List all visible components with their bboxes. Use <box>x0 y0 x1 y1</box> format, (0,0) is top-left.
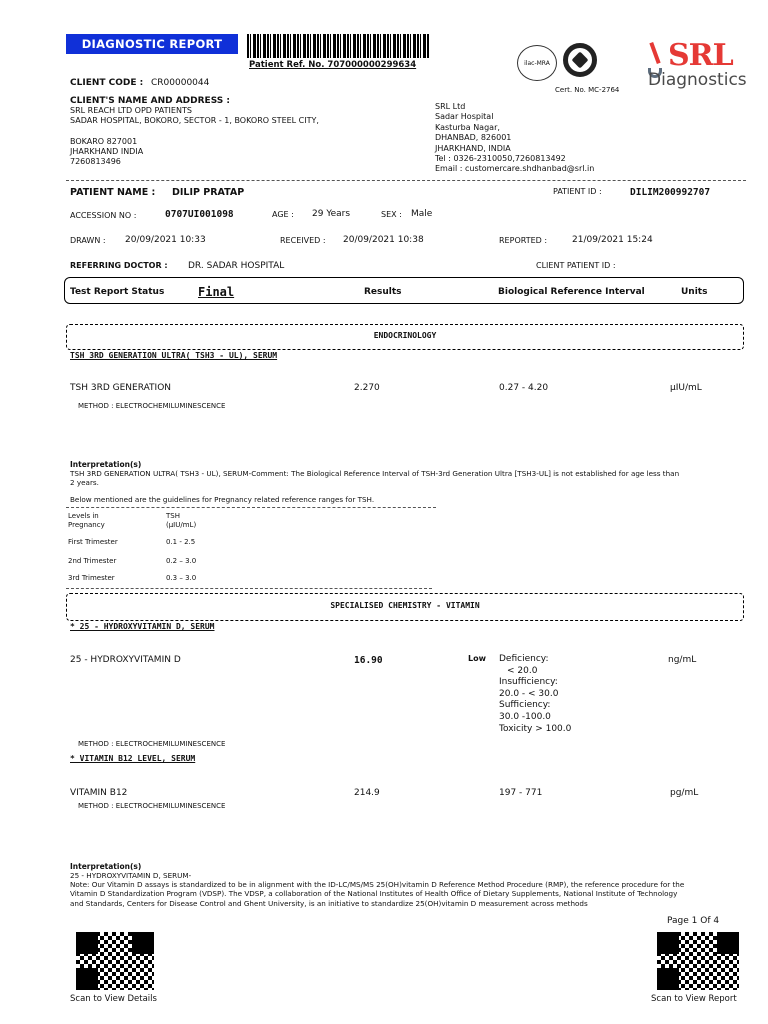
ref-line: 20.0 - < 30.0 <box>499 688 559 699</box>
preg-row-label: First Trimester <box>68 538 118 546</box>
patient-name: DILIP PRATAP <box>172 187 245 198</box>
ref-tsh: 0.27 - 4.20 <box>499 383 549 393</box>
preg-row-label: 3rd Trimester <box>68 574 115 582</box>
interp-line: and Standards, Centers for Disease Control and Ghent University, is an initiative to standardize 25(OH)vitamin D measurement across methods <box>70 898 588 908</box>
lab-line-2: Sadar Hospital <box>435 112 494 122</box>
lab-address <box>435 102 594 175</box>
divider <box>66 588 432 589</box>
test-name-b12: VITAMIN B12 <box>70 788 128 798</box>
section-title-vitamin: SPECIALISED CHEMISTRY - VITAMIN <box>330 601 480 610</box>
ref-b12: 197 - 771 <box>499 788 543 798</box>
lab-email: Email : customercare.shdhanbad@srl.in <box>435 164 595 174</box>
received-label: RECEIVED : <box>280 236 326 245</box>
interp-line: 25 - HYDROXYVITAMIN D, SERUM- <box>70 871 192 880</box>
interp-line: Vitamin D Standardization Program (VDSP). The VDSP, a collaboration of the National Institutes of Health Office of Dietary Supplements, National Institute of Technology <box>70 889 678 899</box>
ref-line: Deficiency: <box>499 654 549 664</box>
preg-col-header-tsh <box>166 512 196 530</box>
preg-h2b: (µIU/mL) <box>166 521 197 529</box>
client-line-4: JHARKHAND INDIA <box>70 147 144 156</box>
ref-interval-col-header: Biological Reference Interval <box>498 287 645 297</box>
reported-label: REPORTED : <box>499 236 548 245</box>
scan-details-label: Scan to View Details <box>70 994 157 1004</box>
preg-h1b: Pregnancy <box>68 521 105 529</box>
accession-label: ACCESSION NO : <box>70 211 137 220</box>
divider <box>66 507 436 508</box>
sex-label: SEX : <box>381 210 402 219</box>
panel-title-vitd: * 25 - HYDROXYVITAMIN D, SERUM <box>70 622 215 631</box>
lab-line-3: Kasturba Nagar, <box>435 122 500 132</box>
client-line-2: SADAR HOSPITAL, BOKORO, SECTOR - 1, BOKORO STEEL CITY, <box>70 116 319 125</box>
barcode-image <box>247 34 429 58</box>
method-tsh: METHOD : ELECTROCHEMILUMINESCENCE <box>78 402 226 410</box>
logo-srl: SRL <box>668 38 733 73</box>
method-b12: METHOD : ELECTROCHEMILUMINESCENCE <box>78 802 226 810</box>
ref-line: 30.0 -100.0 <box>499 711 551 722</box>
lab-line-5: JHARKHAND, INDIA <box>435 143 511 153</box>
patient-id-label: PATIENT ID : <box>553 187 602 196</box>
test-name-vitd: 25 - HYDROXYVITAMIN D <box>70 655 181 665</box>
units-col-header: Units <box>681 287 708 297</box>
page-number: Page 1 Of 4 <box>667 916 720 926</box>
age-label: AGE : <box>272 210 294 219</box>
client-line-3: BOKARO 827001 <box>70 137 138 146</box>
unit-tsh: µIU/mL <box>670 383 702 393</box>
patient-name-label: PATIENT NAME : <box>70 187 156 198</box>
unit-b12: pg/mL <box>670 788 699 798</box>
preg-h1a: Levels in <box>68 512 99 520</box>
preg-col-header-levels <box>68 512 105 530</box>
section-title-endocrinology: ENDOCRINOLOGY <box>373 331 437 340</box>
preg-row-value: 0.3 – 3.0 <box>166 574 197 582</box>
sex-value: Male <box>411 209 433 219</box>
test-name-tsh: TSH 3RD GENERATION <box>70 383 172 393</box>
preg-row-value: 0.2 – 3.0 <box>166 557 197 565</box>
referring-doctor: DR. SADAR HOSPITAL <box>188 261 285 271</box>
lab-line-1: SRL Ltd <box>435 102 466 111</box>
client-name-label: CLIENT'S NAME AND ADDRESS : <box>70 96 230 106</box>
interp-tsh-2: 2 years. <box>70 478 99 487</box>
received-value: 20/09/2021 10:38 <box>343 235 424 245</box>
unit-vitd: ng/mL <box>668 655 697 665</box>
result-vitd: 16.90 <box>354 655 383 666</box>
ref-line: Insufficiency: <box>499 677 558 688</box>
report-title: DIAGNOSTIC REPORT <box>66 34 238 54</box>
preg-row-value: 0.1 - 2.5 <box>166 538 196 546</box>
logo-diagnostics: Diagnostics <box>648 70 747 90</box>
status-value: Final <box>198 285 235 299</box>
patient-ref-no: Patient Ref. No. 707000000299634 <box>249 60 417 70</box>
flag-low: Low <box>468 654 486 663</box>
interp-vitd <box>70 871 684 908</box>
results-col-header: Results <box>364 287 402 297</box>
client-patient-id-label: CLIENT PATIENT ID : <box>536 261 616 270</box>
ref-line: Toxicity > 100.0 <box>499 723 572 734</box>
patient-id: DILIM200992707 <box>630 187 711 198</box>
interp-line: Note: Our Vitamin D assays is standardized to be in alignment with the ID-LC/MS/MS 25(OH)vitamin D Reference Method Procedure (RMP), the reference procedure for the <box>70 880 685 890</box>
lab-line-4: DHANBAD, 826001 <box>435 133 512 143</box>
ref-vitd <box>499 654 571 735</box>
client-line-5: 7260813496 <box>70 157 121 166</box>
reported-value: 21/09/2021 15:24 <box>572 235 653 245</box>
preg-row-label: 2nd Trimester <box>68 557 117 565</box>
age-value: 29 Years <box>312 209 351 219</box>
drawn-value: 20/09/2021 10:33 <box>125 235 206 245</box>
lab-tel: Tel : 0326-2310050,7260813492 <box>435 154 566 164</box>
accession-no: 0707UI001098 <box>165 209 234 220</box>
panel-title-tsh: TSH 3RD GENERATION ULTRA( TSH3 - UL), SERUM <box>70 351 278 360</box>
interp-tsh-1: TSH 3RD GENERATION ULTRA( TSH3 - UL), SERUM-Comment: The Biological Reference Interval of TSH-3rd Generation Ultra [TSH3-UL] is not established for age less than <box>70 469 680 478</box>
divider <box>66 180 746 181</box>
ilac-mra-seal: ilac-MRA <box>517 45 557 81</box>
ref-line: < 20.0 <box>507 665 538 676</box>
qr-code-report[interactable] <box>655 930 741 992</box>
ref-line: Sufficiency: <box>499 700 551 711</box>
result-b12: 214.9 <box>354 788 380 798</box>
result-tsh: 2.270 <box>354 383 380 393</box>
client-line-1: SRL REACH LTD OPD PATIENTS <box>70 106 192 115</box>
interp-title: Interpretation(s) <box>70 460 142 469</box>
scan-report-label: Scan to View Report <box>651 994 737 1004</box>
status-label: Test Report Status <box>70 287 165 297</box>
method-vitd: METHOD : ELECTROCHEMILUMINESCENCE <box>78 740 226 748</box>
interp-title-vitd: Interpretation(s) <box>70 862 142 871</box>
pregnancy-guideline: Below mentioned are the guidelines for Pregnancy related reference ranges for TSH. <box>70 495 375 504</box>
cert-number: Cert. No. MC-2764 <box>555 86 620 94</box>
nabl-seal <box>563 43 597 77</box>
preg-h2a: TSH <box>166 512 180 520</box>
client-code-label: CLIENT CODE : <box>70 78 144 88</box>
qr-code-details[interactable] <box>74 930 156 992</box>
client-code: CR00000044 <box>151 78 210 88</box>
referring-doctor-label: REFERRING DOCTOR : <box>70 261 168 270</box>
panel-title-b12: * VITAMIN B12 LEVEL, SERUM <box>70 754 196 763</box>
drawn-label: DRAWN : <box>70 236 106 245</box>
